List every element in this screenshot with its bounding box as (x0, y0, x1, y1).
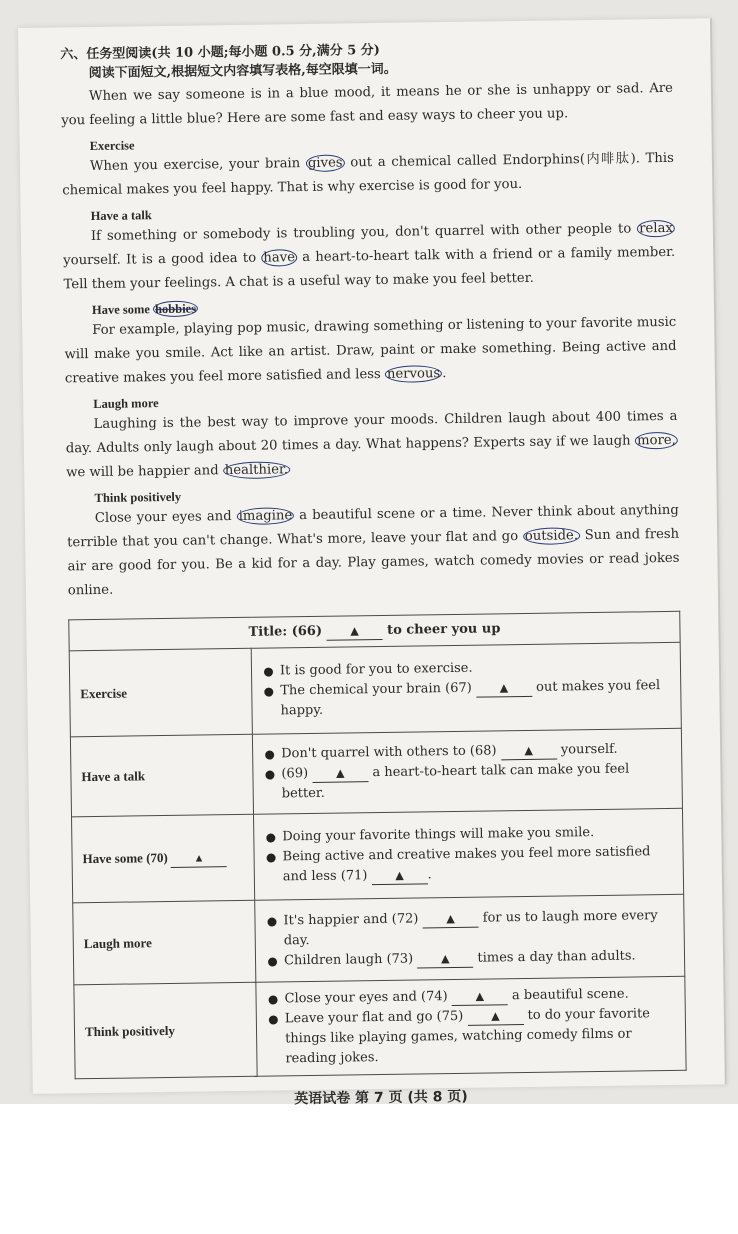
text: Title: (66) (248, 623, 323, 640)
bullet-text: Doing your favorite things will make you smile. (282, 824, 595, 844)
subhead-talk: Have a talk (90, 208, 152, 224)
table-row (69, 642, 681, 737)
text: Being active and creative makes you feel more satisfied and less (71) (282, 843, 651, 884)
bullet-icon (264, 687, 273, 696)
text: Laughing is the best way to improve your moods. Children laugh about 400 times a day. Adults only laugh about 20 times a day. What happens? Experts say if we laugh (65, 408, 678, 457)
paragraph-talk (63, 217, 676, 298)
row-label: Think positively (74, 982, 257, 1079)
answer-table (68, 611, 686, 1080)
bullet-item (269, 1003, 678, 1069)
bullet-item (265, 758, 674, 804)
bullet-icon (269, 1015, 278, 1024)
text: Have some (70) (82, 849, 168, 866)
row-label: Laugh more (73, 900, 256, 985)
text: for us to laugh more every day. (283, 907, 658, 948)
circled-word: hobbies (153, 301, 198, 318)
circled-word: gives (306, 154, 345, 172)
text: Close your eyes and (94, 509, 232, 526)
text: Close your eyes and (74) (284, 988, 448, 1006)
bullet-item (267, 905, 676, 951)
bullet-text (280, 675, 673, 720)
bullet-text (284, 945, 676, 970)
text: to cheer you up (387, 620, 501, 638)
text: yourself. It is a good idea to (63, 250, 257, 269)
text: . (442, 366, 447, 382)
answer-blank[interactable]: ▲ (452, 988, 508, 1006)
text: we will be happier and (66, 463, 219, 481)
text: Have some (91, 302, 151, 317)
paragraph-hobbies (64, 311, 677, 392)
answer-blank[interactable]: ▲ (312, 765, 368, 783)
bullet-text (285, 1003, 678, 1068)
circled-word: nervous (385, 365, 442, 383)
answer-blank[interactable]: ▲ (476, 679, 532, 697)
row-content (255, 894, 685, 982)
passage-intro: When we say someone is in a blue mood, it means he or she is unhappy or sad. Are you feeling a little blue? Here are some fast and easy ways to cheer you up. (61, 80, 674, 129)
answer-blank[interactable]: ▲ (371, 867, 427, 885)
bullet-icon (268, 957, 277, 966)
answer-blank[interactable]: ▲ (501, 742, 557, 760)
bullet-icon (267, 917, 276, 926)
row-label: Have a talk (70, 734, 253, 817)
paragraph-positive (67, 499, 680, 604)
row-label (72, 814, 255, 903)
text: When you exercise, your brain (89, 156, 301, 175)
table-row (72, 808, 684, 903)
row-content (251, 642, 681, 734)
circled-word: imagine (237, 507, 295, 525)
text: (69) (281, 765, 309, 781)
text: . (427, 866, 432, 882)
text: a beautiful scene or a time. Never think about anything terrible that you can't change. What's more, leave your flat and go (67, 502, 679, 551)
bullet-icon (269, 995, 278, 1004)
table-row (73, 894, 685, 985)
text: The chemical your brain (67) (280, 680, 472, 698)
text: For example, playing pop music, drawing something or listening to your favorite music will make you smile. Act like an artist. Draw, paint or make something. Being active and creative makes you feel more satisfied and less (64, 314, 677, 387)
bullet-icon (266, 833, 275, 842)
text: Don't quarrel with others to (68) (281, 742, 497, 761)
text: Children laugh (73) (283, 951, 414, 968)
text: It's happier and (72) (283, 910, 419, 928)
row-content (256, 976, 686, 1076)
section-heading: 六、任务型阅读(共 10 小题;每小题 0.5 分,满分 5 分) (60, 42, 381, 63)
text: If something or somebody is troubling you, don't quarrel with other people to (90, 221, 632, 245)
bullet-text (283, 905, 676, 950)
bullet-item (268, 945, 676, 971)
bullet-icon (264, 667, 273, 676)
circled-word: relax (637, 220, 675, 238)
paragraph-exercise (62, 147, 675, 204)
row-content (254, 808, 684, 900)
bullet-text (282, 841, 675, 886)
circled-word: healthier. (223, 461, 290, 479)
section-instruction: 阅读下面短文,根据短文内容填写表格,每空限填一词。 (88, 61, 397, 82)
table-row (74, 976, 686, 1079)
text: Leave your flat and go (75) (284, 1008, 464, 1026)
circled-word: have (261, 249, 297, 266)
table-row (70, 728, 682, 817)
text: a heart-to-heart talk can make you feel better. (281, 761, 630, 801)
text: a beautiful scene. (511, 986, 629, 1003)
answer-blank[interactable]: ▲ (467, 1008, 523, 1026)
answer-blank[interactable]: ▲ (326, 622, 382, 640)
text: times a day than adults. (477, 947, 636, 966)
bullet-item (266, 841, 675, 887)
text: Sun and fresh air are good for you. Be a kid for a day. Play games, watch comedy movies or read jokes online. (67, 526, 680, 599)
paragraph-laugh (65, 405, 678, 486)
row-label: Exercise (69, 648, 252, 737)
exam-page (18, 18, 727, 1108)
bullet-icon (267, 853, 276, 862)
page-footer: 英语试卷 第 7 页 (共 8 页) (294, 1088, 468, 1108)
subhead-exercise: Exercise (89, 138, 135, 154)
bullet-icon (265, 750, 274, 759)
text: out a chemical called Endorphins(内啡肽). This chemical makes you feel happy. That is why exercise is good for you. (62, 150, 674, 199)
text: to do your favorite things like playing games, watching comedy films or reading jokes. (285, 1005, 651, 1066)
answer-blank[interactable]: ▲ (417, 950, 473, 968)
circled-word: more, (635, 432, 678, 450)
row-content (252, 728, 682, 814)
circled-word: outside. (523, 527, 580, 545)
text: yourself. (560, 741, 618, 757)
answer-blank[interactable]: ▲ (422, 910, 478, 928)
text: out makes you feel happy. (280, 677, 661, 718)
text: a heart-to-heart talk with a friend or a family member. Tell them your feelings. A chat is a useful way to make you feel better. (63, 244, 676, 293)
bullet-icon (265, 770, 274, 779)
subhead-laugh: Laugh more (93, 396, 159, 411)
page-content (60, 37, 680, 1108)
subhead-positive: Think positively (94, 489, 182, 505)
bullet-text: It is good for you to exercise. (279, 660, 473, 678)
bullet-item (264, 675, 673, 721)
answer-blank[interactable]: ▲ (171, 850, 227, 868)
bullet-text (281, 758, 674, 803)
